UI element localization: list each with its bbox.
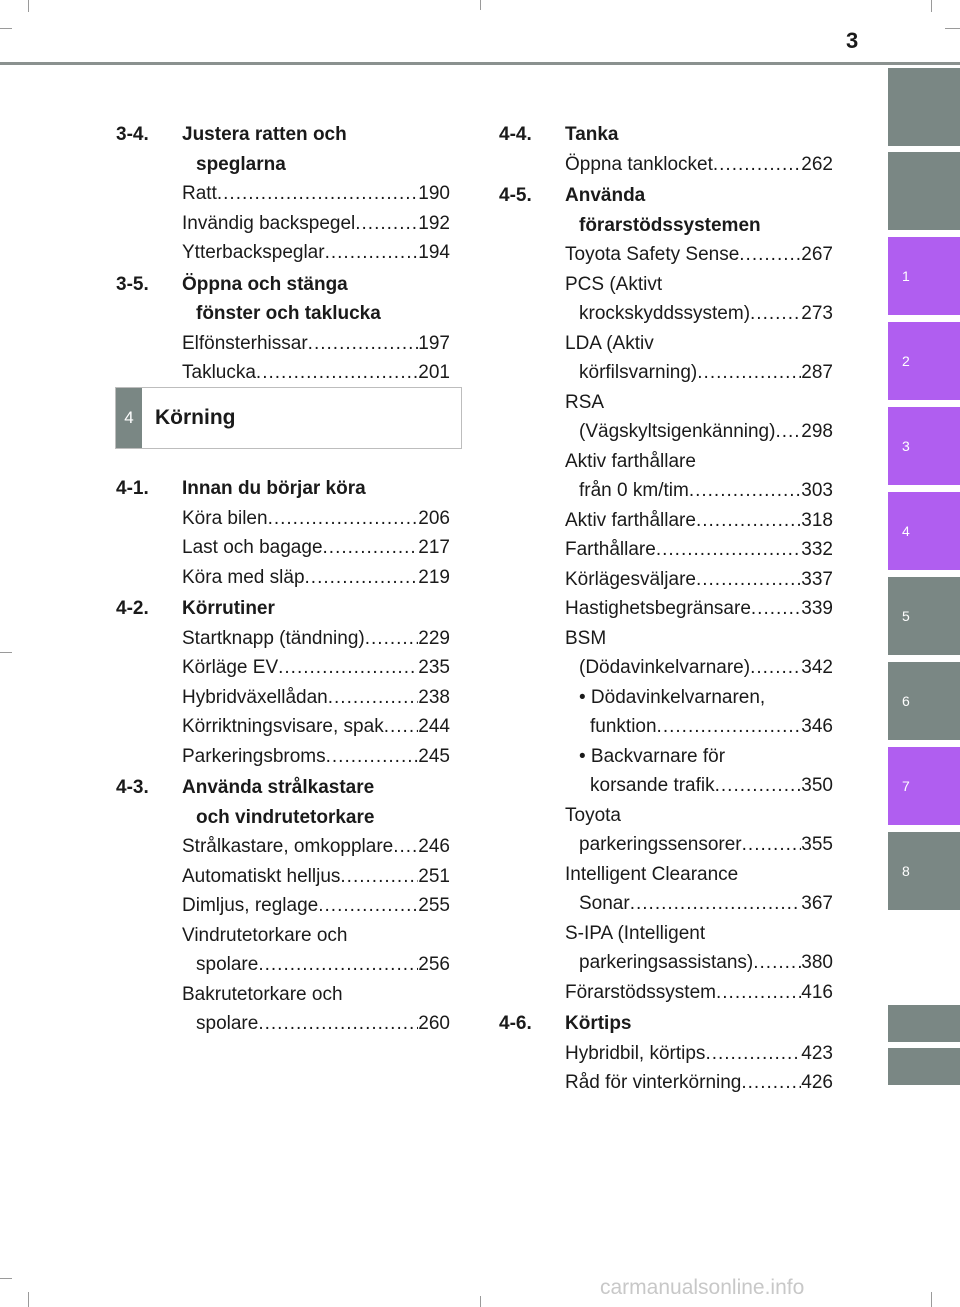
leader-dots — [753, 948, 801, 978]
crop-mark — [28, 0, 29, 12]
leader-dots — [384, 712, 419, 742]
toc-entry-label-cont: krockskyddssystem) — [579, 303, 751, 324]
toc-entry-label: Taklucka — [182, 362, 256, 383]
toc-page-number: 251 — [418, 865, 450, 887]
leader-dots — [393, 832, 418, 862]
section-title-cont: fönster och taklucka — [196, 303, 381, 324]
toc-page-number: 235 — [418, 657, 450, 678]
toc-entry-label: BSM — [565, 627, 607, 649]
side-tab-4[interactable]: 4 — [888, 492, 960, 570]
toc-entry-row — [182, 624, 450, 654]
section-heading — [116, 474, 450, 504]
toc-entry[interactable] — [116, 329, 450, 359]
section-title: Justera ratten och — [182, 124, 347, 145]
toc-entry[interactable] — [499, 388, 833, 447]
toc-entry[interactable] — [499, 1039, 833, 1069]
side-tab-1[interactable]: 1 — [888, 237, 960, 315]
section-title: Körrutiner — [182, 598, 275, 619]
toc-entry-label: Elfönsterhissar — [182, 332, 308, 354]
toc-entry-label: Köra med släp — [182, 566, 305, 588]
toc-page-number: 267 — [801, 244, 833, 265]
toc-entry[interactable] — [499, 1068, 833, 1098]
crop-mark — [480, 1296, 481, 1307]
side-tab-blank — [888, 68, 960, 146]
toc-page-number: 246 — [418, 836, 450, 857]
toc-page-number: 217 — [418, 537, 450, 558]
leader-dots — [713, 150, 801, 180]
toc-page-number: 238 — [418, 686, 450, 708]
toc-entry-row — [565, 830, 833, 860]
toc-entry-label: Dimljus, reglage — [182, 895, 319, 916]
section-heading — [499, 120, 833, 150]
toc-entry[interactable] — [499, 594, 833, 624]
toc-entry[interactable] — [116, 653, 450, 683]
leader-dots — [696, 506, 801, 536]
toc-entry-row — [182, 950, 450, 980]
leader-dots — [268, 504, 419, 534]
toc-entry[interactable] — [116, 504, 450, 534]
toc-entry[interactable] — [499, 240, 833, 270]
section-heading — [116, 594, 450, 624]
toc-entry[interactable] — [116, 712, 450, 742]
toc-page-number: 380 — [801, 952, 833, 973]
toc-entry-row — [565, 978, 833, 1008]
section-title: Öppna och stänga — [182, 273, 348, 295]
toc-entry-row — [565, 771, 833, 801]
toc-entry-label-cont: körfilsvarning) — [579, 362, 698, 383]
section-number: 4-1. — [116, 478, 149, 499]
toc-page-number: 367 — [801, 893, 833, 914]
toc-entry[interactable] — [499, 329, 833, 388]
toc-page-number: 194 — [418, 242, 450, 263]
toc-entry[interactable] — [499, 506, 833, 536]
toc-entry-label: Toyota — [565, 804, 621, 826]
toc-entry[interactable] — [499, 919, 833, 978]
toc-entry[interactable] — [116, 980, 450, 1039]
side-tab-7[interactable]: 7 — [888, 747, 960, 825]
toc-entry-label: Aktiv farthållare — [565, 450, 696, 472]
toc-entry[interactable] — [499, 150, 833, 180]
toc-entry[interactable] — [116, 533, 450, 563]
toc-page-number: 287 — [801, 362, 833, 383]
toc-entry[interactable] — [116, 683, 450, 713]
toc-page-number: 255 — [418, 895, 450, 916]
leader-dots — [308, 329, 419, 359]
crop-mark — [480, 0, 481, 10]
toc-entry-label: Last och bagage — [182, 537, 323, 558]
toc-entry-label: Vindrutetorkare och — [182, 924, 348, 946]
toc-entry-row — [565, 476, 833, 506]
toc-entry[interactable] — [116, 624, 450, 654]
toc-page-number: 318 — [801, 509, 833, 531]
toc-page-number: 256 — [418, 954, 450, 975]
toc-entry[interactable] — [116, 238, 450, 268]
side-tab-8[interactable]: 8 — [888, 832, 960, 910]
toc-entry-row — [182, 1009, 450, 1039]
toc-page-number: 219 — [418, 566, 450, 588]
side-tab-6[interactable]: 6 — [888, 662, 960, 740]
toc-page-number: 298 — [801, 421, 833, 442]
section-title-cont: och vindrutetorkare — [196, 806, 375, 828]
toc-entry[interactable] — [499, 535, 833, 565]
section-number: 3-4. — [116, 124, 149, 145]
toc-entry-label: Hastighetsbegränsare — [565, 598, 751, 619]
leader-dots — [365, 624, 419, 654]
toc-page-number: 303 — [801, 480, 833, 501]
toc-page-number: 339 — [801, 598, 833, 619]
toc-entry[interactable] — [116, 358, 450, 388]
toc-entry-label: Invändig backspegel — [182, 212, 356, 234]
chapter-title: Körning — [155, 406, 236, 429]
leader-dots — [750, 653, 801, 683]
side-tab-5[interactable]: 5 — [888, 577, 960, 655]
toc-entry[interactable] — [116, 862, 450, 892]
leader-dots — [318, 891, 418, 921]
toc-entry[interactable] — [116, 921, 450, 980]
section-heading — [116, 270, 450, 329]
toc-page-number: 206 — [418, 507, 450, 529]
leader-dots — [630, 889, 802, 919]
leader-dots — [258, 950, 418, 980]
leader-dots — [715, 771, 802, 801]
leader-dots — [741, 1068, 801, 1098]
toc-entry[interactable] — [116, 832, 450, 862]
toc-page-number: 201 — [418, 362, 450, 383]
leader-dots — [716, 978, 801, 1008]
leader-dots — [355, 209, 418, 239]
toc-entry[interactable] — [499, 683, 833, 742]
toc-page-number: 244 — [418, 716, 450, 737]
leader-dots — [656, 535, 801, 565]
toc-page-number: 423 — [801, 1042, 833, 1064]
leader-dots — [689, 476, 801, 506]
leader-dots — [256, 358, 418, 388]
toc-entry[interactable] — [499, 447, 833, 506]
leader-dots — [325, 238, 419, 268]
toc-entry-label: Automatiskt helljus — [182, 865, 341, 887]
toc-page-number: 416 — [801, 981, 833, 1003]
section-number: 3-5. — [116, 273, 149, 295]
crop-mark — [0, 1278, 12, 1279]
toc-page-number: 229 — [418, 627, 450, 649]
section-heading — [116, 773, 450, 832]
toc-entry[interactable] — [116, 209, 450, 239]
toc-entry-label-cont: spolare — [196, 1013, 259, 1034]
toc-entry-label: Toyota Safety Sense — [565, 244, 740, 265]
toc-entry[interactable] — [499, 801, 833, 860]
toc-entry[interactable] — [499, 270, 833, 329]
toc-entry-row — [182, 563, 450, 593]
toc-entry-label: Hybridväxellådan — [182, 686, 328, 708]
side-tab-2[interactable]: 2 — [888, 322, 960, 400]
toc-entry-row — [182, 238, 450, 268]
toc-entry-row — [565, 358, 833, 388]
toc-entry-row — [565, 565, 833, 595]
toc-entry-label: Förarstödssystem — [565, 981, 716, 1003]
section-title: Innan du börjar köra — [182, 478, 366, 499]
toc-entry-row — [565, 299, 833, 329]
crop-mark — [931, 0, 932, 12]
toc-entry-row — [182, 533, 450, 563]
toc-entry-label: Körriktningsvisare, spak — [182, 716, 384, 737]
toc-entry-label: Köra bilen — [182, 507, 268, 529]
toc-page-number: 197 — [418, 332, 450, 354]
leader-dots — [326, 742, 419, 772]
toc-entry-row — [565, 535, 833, 565]
section-number: 4-2. — [116, 598, 149, 619]
toc-entry-label: Ytterbackspeglar — [182, 242, 325, 263]
toc-entry[interactable] — [116, 742, 450, 772]
toc-entry-row — [565, 712, 833, 742]
toc-entry[interactable] — [499, 565, 833, 595]
toc-entry-label: RSA — [565, 391, 605, 413]
toc-entry-label: Farthållare — [565, 539, 656, 560]
page-number: 3 — [846, 28, 859, 53]
toc-entry-label: Ratt — [182, 183, 217, 204]
section-number: 4-4. — [499, 124, 532, 145]
toc-entry-label: Råd för vinterkörning — [565, 1072, 742, 1093]
toc-entry-row — [565, 1039, 833, 1069]
toc-entry-row — [565, 417, 833, 447]
toc-entry-label-cont: (Dödavinkelvarnare) — [579, 657, 751, 678]
leader-dots — [305, 563, 419, 593]
crop-mark — [0, 652, 12, 653]
section-title-cont: speglarna — [196, 153, 286, 175]
toc-entry-label: Startknapp (tändning) — [182, 627, 365, 649]
toc-entry-row — [565, 150, 833, 180]
toc-entry-label: LDA (Aktiv — [565, 332, 654, 354]
toc-entry-label-cont: parkeringsassistans) — [579, 952, 754, 973]
leader-dots — [328, 683, 419, 713]
toc-entry-label: PCS (Aktivt — [565, 273, 663, 295]
header-rule — [0, 62, 960, 65]
toc-entry-label: Körläge EV — [182, 657, 279, 678]
leader-dots — [278, 653, 418, 683]
leader-dots — [775, 417, 801, 447]
leader-dots — [323, 533, 419, 563]
toc-entry-row — [182, 832, 450, 862]
crop-mark — [931, 1292, 932, 1307]
crop-mark — [28, 1292, 29, 1307]
toc-entry-label: Intelligent Clearance — [565, 863, 739, 885]
toc-entry-label-cont: parkeringssensorer — [579, 834, 742, 855]
toc-page-number: 190 — [418, 183, 450, 204]
toc-entry[interactable] — [499, 978, 833, 1008]
toc-entry-label-cont: (Vägskyltsigenkänning) — [579, 421, 776, 442]
section-heading — [499, 181, 833, 240]
crop-mark — [945, 28, 960, 29]
leader-dots — [697, 358, 801, 388]
toc-entry-label-cont: korsande trafik — [590, 775, 715, 796]
section-number: 4-3. — [116, 777, 149, 798]
toc-entry-label: Öppna tanklocket — [565, 153, 713, 175]
leader-dots — [217, 179, 418, 209]
leader-dots — [657, 712, 802, 742]
toc-entry[interactable] — [499, 624, 833, 683]
toc-entry-row — [182, 653, 450, 683]
leader-dots — [750, 299, 801, 329]
toc-entry-row — [182, 862, 450, 892]
watermark: carmanualsonline.info — [600, 1276, 805, 1299]
section-title: Tanka — [565, 124, 619, 145]
section-number: 4-5. — [499, 185, 532, 206]
toc-page-number: 260 — [418, 1013, 450, 1034]
section-number: 4-6. — [499, 1013, 532, 1034]
toc-entry-label: Hybridbil, körtips — [565, 1042, 706, 1064]
toc-entry-row — [182, 891, 450, 921]
toc-entry-row — [182, 179, 450, 209]
toc-entry[interactable] — [116, 891, 450, 921]
leader-dots — [751, 594, 801, 624]
toc-entry-label: • Dödavinkelvarnaren, — [579, 686, 766, 708]
section-title: Använda strålkastare — [182, 777, 375, 798]
leader-dots — [739, 240, 801, 270]
leader-dots — [340, 862, 418, 892]
side-tab-blank — [888, 1005, 960, 1042]
toc-page-number: 342 — [801, 657, 833, 678]
toc-entry-row — [182, 329, 450, 359]
toc-entry-row — [565, 948, 833, 978]
toc-page-number: 273 — [801, 303, 833, 324]
toc-page-number: 350 — [801, 775, 833, 796]
toc-entry-label-cont: från 0 km/tim — [579, 480, 689, 501]
toc-page-number: 426 — [801, 1072, 833, 1093]
crop-mark — [0, 28, 12, 29]
side-tab-3[interactable]: 3 — [888, 407, 960, 485]
toc-entry-row — [565, 240, 833, 270]
toc-entry-label-cont: funktion — [590, 716, 657, 737]
toc-entry-row — [182, 683, 450, 713]
leader-dots — [258, 1009, 418, 1039]
toc-entry-row — [182, 742, 450, 772]
toc-entry[interactable] — [116, 563, 450, 593]
leader-dots — [742, 830, 802, 860]
side-tab-blank — [888, 152, 960, 230]
toc-entry-label-cont: spolare — [196, 954, 259, 975]
toc-entry-row — [182, 209, 450, 239]
toc-entry-label: Parkeringsbroms — [182, 745, 326, 767]
toc-entry-row — [182, 712, 450, 742]
toc-page-number: 332 — [801, 539, 833, 560]
toc-entry-row — [182, 358, 450, 388]
toc-page-number: 346 — [801, 716, 833, 737]
section-heading — [116, 120, 450, 179]
leader-dots — [696, 565, 801, 595]
toc-left-bottom — [116, 472, 450, 1039]
toc-page-number: 355 — [801, 834, 833, 855]
toc-entry-label: Bakrutetorkare och — [182, 983, 343, 1005]
section-title: Körtips — [565, 1013, 632, 1034]
section-title-cont: förarstödssystemen — [579, 214, 761, 236]
toc-entry-label: Aktiv farthållare — [565, 509, 696, 531]
toc-entry-label: Körlägesväljare — [565, 568, 696, 590]
toc-entry-label: • Backvarnare för — [579, 745, 726, 767]
toc-entry-label: S-IPA (Intelligent — [565, 922, 706, 944]
toc-page-number: 337 — [801, 568, 833, 590]
toc-left-top — [116, 118, 450, 388]
toc-entry-row — [565, 594, 833, 624]
toc-entry-label: Strålkastare, omkopplare — [182, 836, 394, 857]
toc-page-number: 245 — [418, 745, 450, 767]
toc-page-number: 262 — [801, 153, 833, 175]
chapter-header — [115, 387, 462, 449]
toc-page-number: 192 — [418, 212, 450, 234]
section-heading — [499, 1009, 833, 1039]
toc-entry[interactable] — [499, 742, 833, 801]
leader-dots — [705, 1039, 801, 1069]
side-tab-blank — [888, 1048, 960, 1085]
toc-entry-row — [565, 653, 833, 683]
section-title: Använda — [565, 185, 646, 206]
toc-entry-label-cont: Sonar — [579, 893, 630, 914]
toc-entry-row — [565, 506, 833, 536]
chapter-number: 4 — [116, 388, 142, 448]
toc-right — [499, 118, 833, 1098]
toc-entry[interactable] — [116, 179, 450, 209]
toc-entry-row — [565, 889, 833, 919]
toc-entry-row — [182, 504, 450, 534]
toc-entry-row — [565, 1068, 833, 1098]
toc-entry[interactable] — [499, 860, 833, 919]
